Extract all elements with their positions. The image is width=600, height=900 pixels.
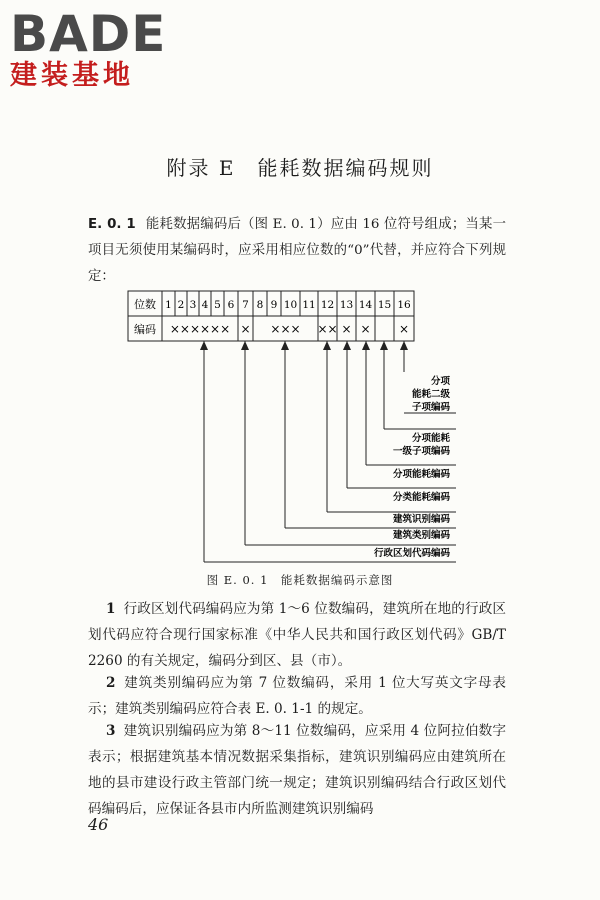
codes-header: 编码 — [134, 323, 156, 336]
page-title: 附录 E 能耗数据编码规则 — [166, 156, 434, 180]
label-item-energy: 分项能耗编码 — [392, 469, 450, 480]
digit-cell: 3 — [189, 299, 197, 311]
code-group-cell: × — [341, 322, 352, 336]
digit-cell: 9 — [270, 299, 278, 311]
code-group-cell: × — [240, 322, 251, 336]
digit-cell: 5 — [214, 299, 221, 311]
label-sub2-line1: 分项 — [430, 376, 450, 387]
digit-cell: 14 — [358, 299, 373, 311]
logo-mark: BADE — [10, 5, 167, 63]
intro-text: 能耗数据编码后（图 E. 0. 1）应由 16 位符号组成；当某一项目无须使用某编码时，应采用相应位数的“0”代替，并应符合下列规定： — [88, 217, 506, 284]
code-group-cell: ×××××× — [169, 322, 231, 336]
digits-header: 位数 — [134, 298, 156, 311]
paragraph-text: 行政区划代码编码应为第 1～6 位数编码，建筑所在地的行政区划代码应符合现行国家标准《中华人民共和国行政区划代码》GB/T 2260 的有关规定，编码分到区、县（市）。 — [88, 601, 506, 669]
paragraph-3 — [88, 718, 506, 822]
paragraph-1 — [88, 596, 506, 674]
logo-subtitle: 建装基地 — [10, 60, 134, 91]
paragraph-text: 建筑识别编码应为第 8～11 位数编码，应采用 4 位阿拉伯数字表示；根据建筑基本情况数据采集指标，建筑识别编码应由建筑所在地的县市建设行政主管部门统一规定；建筑识别编码结合行政区划代码编码后，应保证各县市内所监测建筑识别编码 — [88, 723, 506, 817]
page-number: 46 — [88, 815, 109, 834]
digit-cell: 7 — [242, 299, 249, 311]
label-building-type: 建筑类别编码 — [392, 530, 450, 541]
digit-cell: 16 — [397, 299, 411, 311]
label-sub1-line1: 分项能耗 — [411, 433, 450, 444]
digit-cell: 8 — [256, 299, 264, 311]
label-sub1-line2: 一级子项编码 — [392, 446, 450, 457]
digit-cell: 1 — [165, 299, 172, 311]
digit-cell: 6 — [227, 299, 235, 311]
label-admin-code: 行政区划代码编码 — [373, 548, 450, 559]
code-group-cell: ×× — [317, 322, 338, 336]
paragraph-text: 建筑类别编码应为第 7 位数编码，采用 1 位大写英文字母表示；建筑类别编码应符合表 E. 0. 1-1 的规定。 — [88, 675, 506, 717]
digit-cell: 2 — [177, 299, 185, 311]
code-group-cell: × — [360, 322, 371, 336]
digit-cell: 12 — [320, 299, 335, 311]
label-building-id: 建筑识别编码 — [392, 514, 450, 525]
paragraph-number: 3 — [106, 723, 116, 739]
paragraph-2 — [88, 670, 506, 722]
clause-number: E. 0. 1 — [88, 217, 136, 232]
digit-cell: 11 — [302, 299, 316, 311]
figure-caption: 图 E. 0. 1 能耗数据编码示意图 — [206, 573, 394, 587]
paragraph-number: 1 — [106, 601, 116, 617]
code-group-cell: ××× — [270, 322, 301, 336]
label-sub2-line2: 能耗二级 — [411, 389, 450, 400]
paragraph-number: 2 — [106, 675, 116, 691]
digit-cell: 4 — [201, 299, 209, 311]
label-category-energy: 分类能耗编码 — [392, 492, 450, 503]
digit-cell: 15 — [377, 299, 392, 311]
digit-cell: 13 — [339, 299, 354, 311]
code-group-cell: × — [398, 322, 410, 336]
digit-cell: 10 — [283, 299, 298, 311]
label-sub2-line3: 子项编码 — [411, 402, 450, 413]
